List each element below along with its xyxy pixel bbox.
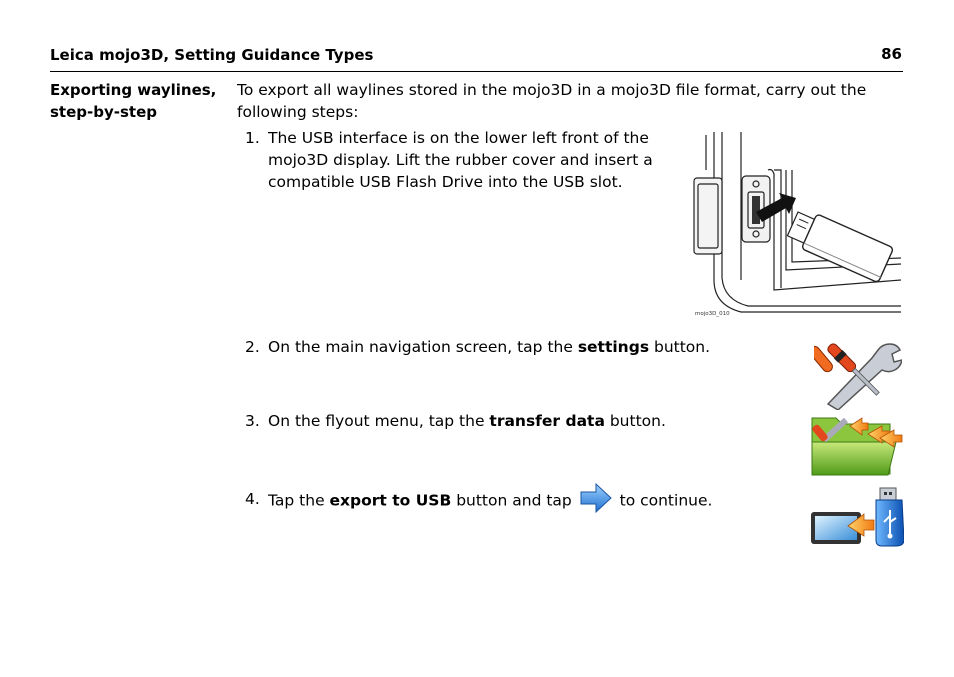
step-number: 3. [245,412,260,430]
settings-label: settings [577,338,650,356]
step-number: 1. [245,129,260,147]
step-number: 2. [245,338,260,356]
step-text: On the main navigation screen, tap the settings button. [268,338,711,356]
transfer-data-label: transfer data [489,412,605,430]
usb-insert-illustration [686,130,902,320]
step-number: 4. [245,490,260,508]
section-heading-line1: Exporting waylines, [50,81,217,99]
step-text: The USB interface is on the lower left front of the mojo3D display. Lift the rubber cover and insert a compatible USB Flash Drive into the USB slot. [268,129,653,191]
section-intro: To export all waylines stored in the mojo3D in a mojo3D file format, carry out the following steps: [237,81,867,121]
section-heading-line2: step-by-step [50,103,157,121]
page-number: 86 [881,45,902,63]
header-rule [50,71,903,72]
export-to-usb-icon [810,486,904,548]
transfer-data-folder-icon [810,412,904,478]
header-title: Leica mojo3D, Setting Guidance Types [50,46,374,64]
section-heading [50,79,230,123]
export-to-usb-label: export to USB [329,491,452,510]
step-text: Tap the export to USB button and tap to continue. [268,488,712,514]
step-text: On the flyout menu, tap the transfer data button. [268,412,666,430]
settings-tools-icon [814,338,902,410]
figure-caption: mojo3D_010 [695,311,730,317]
continue-arrow-icon [579,482,613,514]
